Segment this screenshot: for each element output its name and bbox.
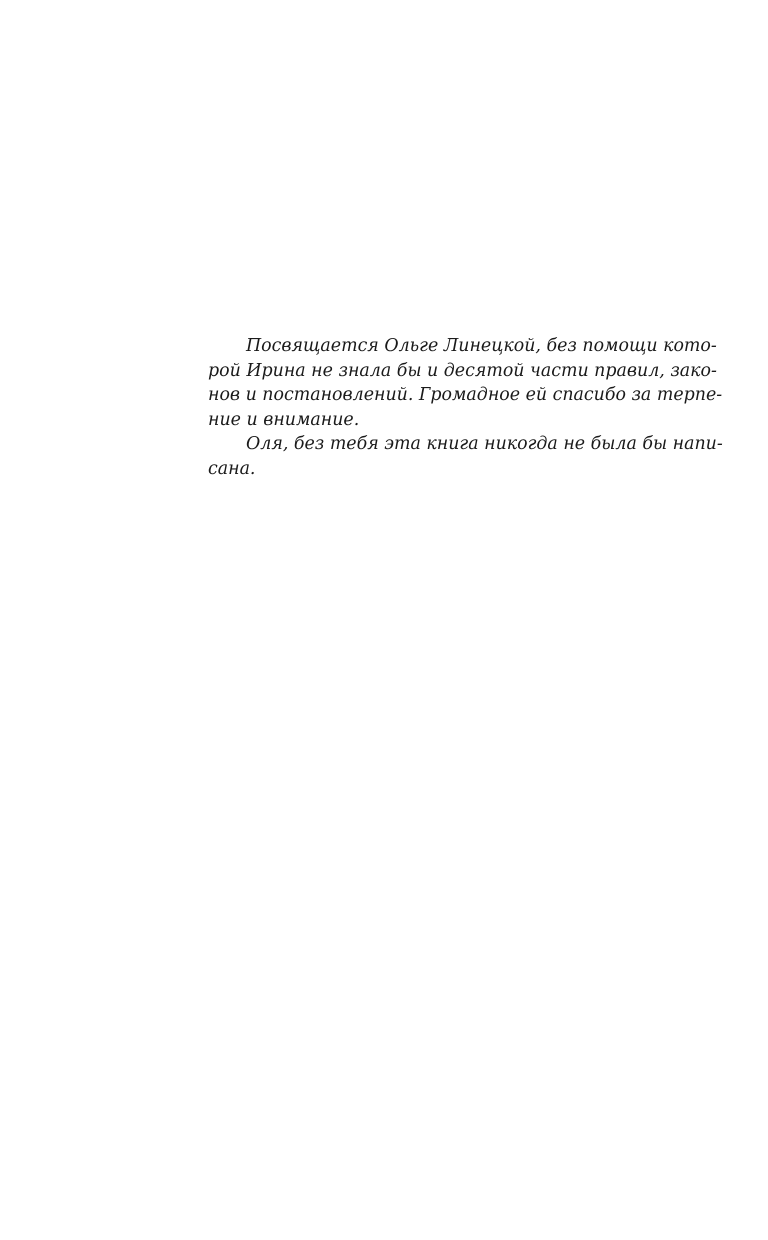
text-line: рой Ирина не знала бы и десятой части правил, зако-: [208, 360, 717, 381]
text-line: Оля, без тебя эта книга никогда не была бы напи-: [246, 434, 723, 455]
text-line: ние и внимание.: [208, 409, 360, 430]
dedication-paragraph-2: [208, 432, 723, 481]
dedication-paragraph-1: [208, 334, 723, 432]
text-line: сана.: [208, 458, 256, 479]
text-line: Посвящается Ольге Линецкой, без помощи кото-: [246, 336, 717, 356]
dedication-text: [208, 334, 723, 482]
text-line: нов и постановлений. Громадное ей спасибо за терпе-: [208, 385, 723, 406]
